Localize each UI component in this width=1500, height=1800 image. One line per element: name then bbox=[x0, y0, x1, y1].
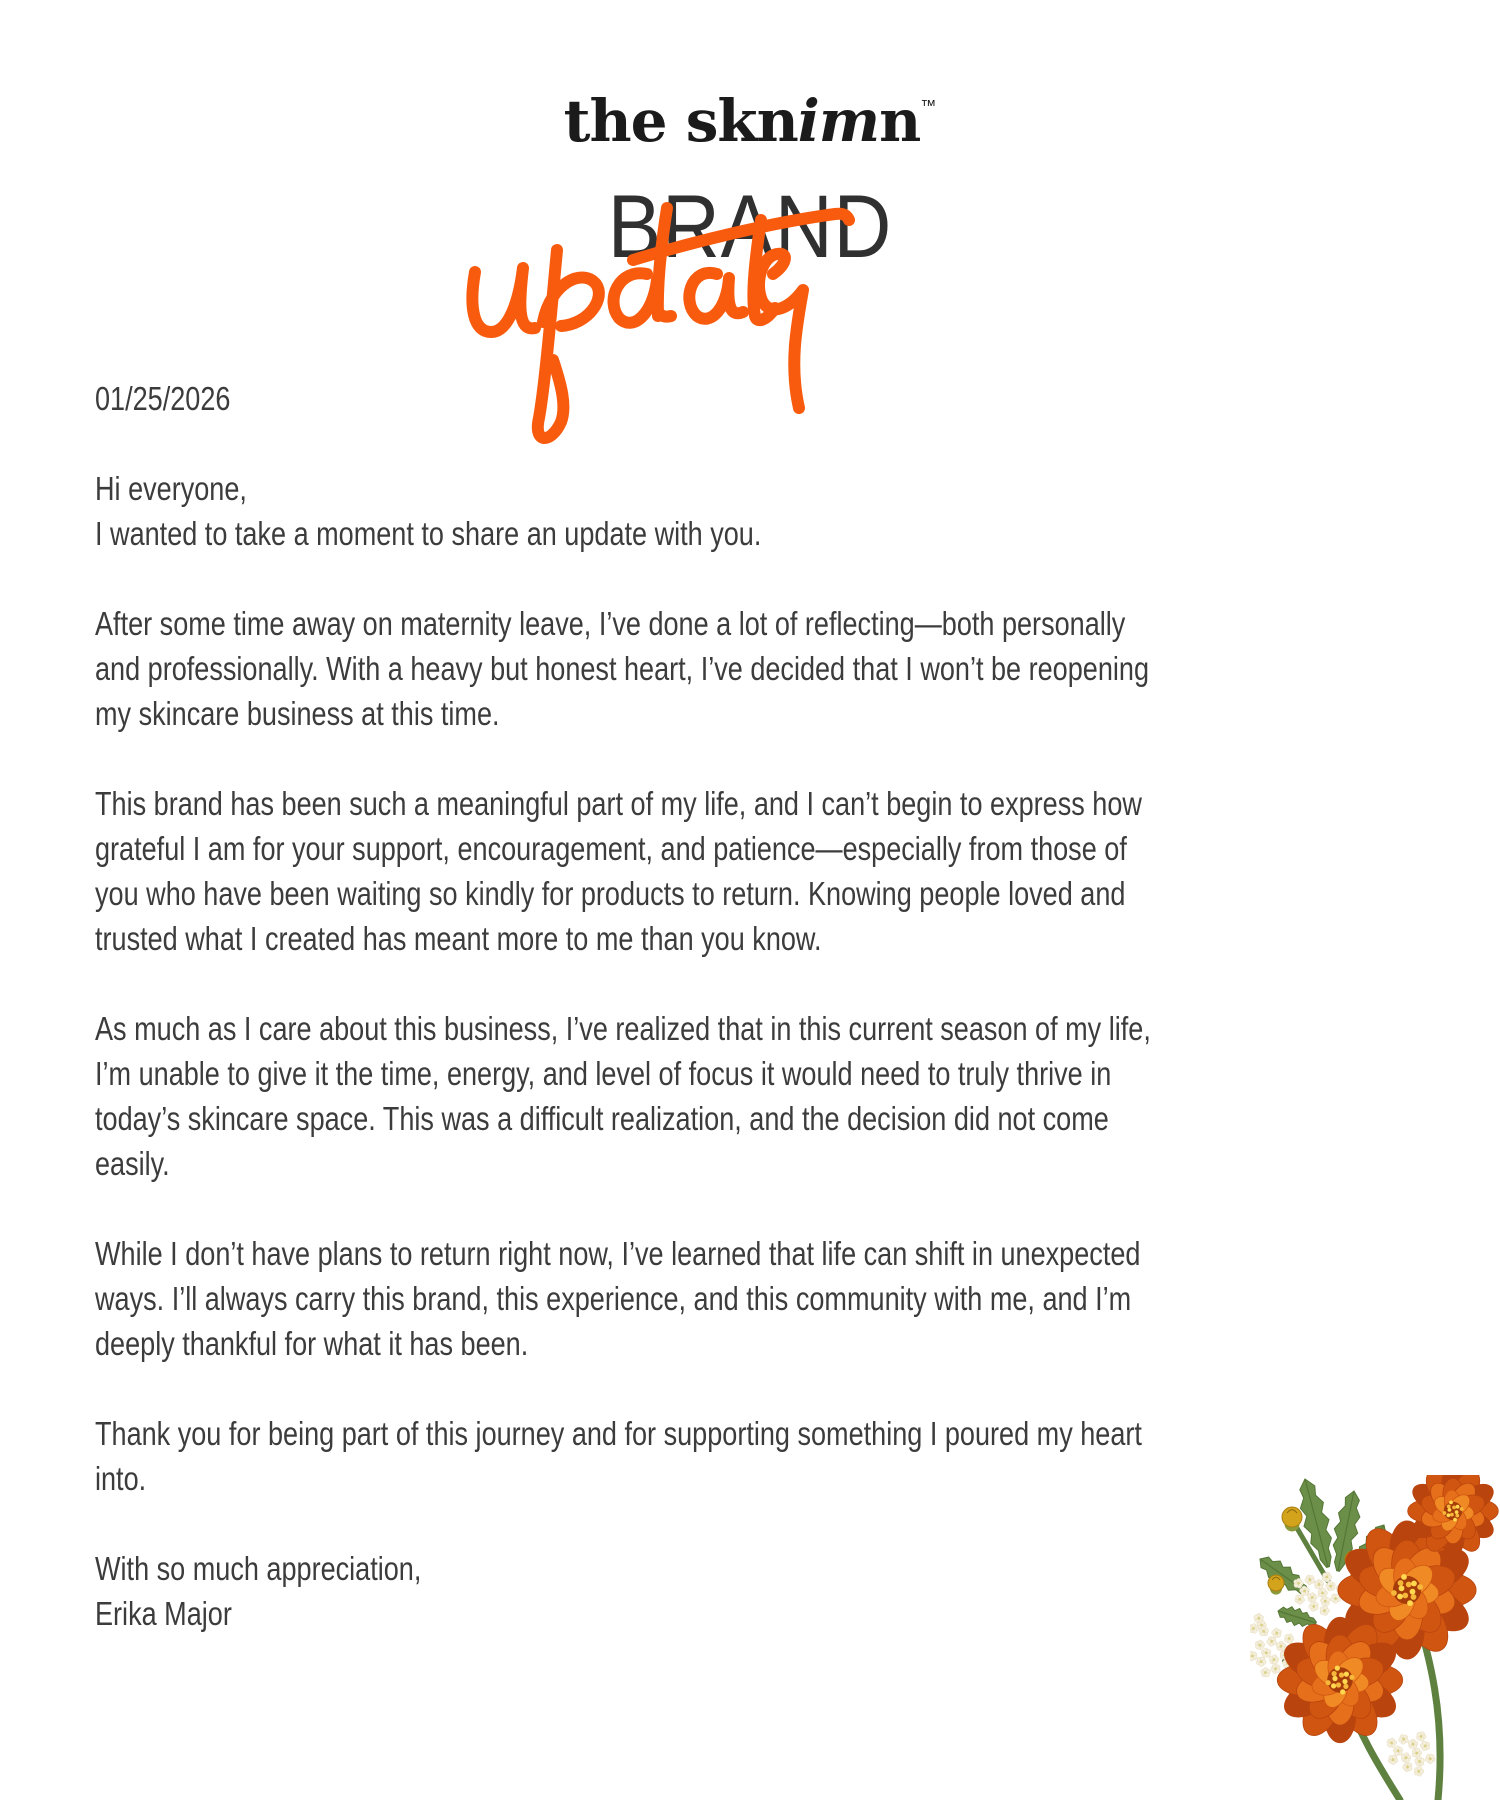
letter-line: While I don’t have plans to return right now, I’ve learned that life can shift in unexpected bbox=[95, 1235, 1141, 1272]
letter-paragraph bbox=[95, 781, 1243, 961]
letter-line: As much as I care about this business, I’ve realized that in this current season of my life, bbox=[95, 1010, 1151, 1047]
letter-paragraph bbox=[95, 1546, 1243, 1636]
logo-text-bold: the skn bbox=[563, 87, 798, 155]
letter-line: I wanted to take a moment to share an update with you. bbox=[95, 515, 762, 552]
letter-line: today’s skincare space. This was a difficult realization, and the decision did not come bbox=[95, 1100, 1109, 1137]
letter-paragraph bbox=[95, 1411, 1243, 1501]
brand-logo bbox=[0, 87, 1500, 155]
marigold-bouquet-illustration bbox=[1250, 1475, 1500, 1800]
letter-paragraph bbox=[95, 1006, 1243, 1186]
letter-line: With so much appreciation, bbox=[95, 1550, 422, 1587]
trademark-symbol: ™ bbox=[920, 98, 937, 115]
letter-line: Thank you for being part of this journey and for supporting something I poured my heart bbox=[95, 1415, 1142, 1452]
letter-line: easily. bbox=[95, 1145, 170, 1182]
logo-text-italic: im bbox=[797, 87, 880, 155]
letter-line: I’m unable to give it the time, energy, and level of focus it would need to truly thrive in bbox=[95, 1055, 1112, 1092]
letter-line: trusted what I created has meant more to me than you know. bbox=[95, 920, 822, 957]
letter-line: you who have been waiting so kindly for products to return. Knowing people loved and bbox=[95, 875, 1126, 912]
letter-date: 01/25/2026 bbox=[95, 380, 231, 417]
letter-line: Erika Major bbox=[95, 1595, 232, 1632]
logo-text-bold-suffix: n bbox=[879, 87, 921, 155]
letter-paragraphs bbox=[95, 466, 1243, 1636]
letter-line: Hi everyone, bbox=[95, 470, 247, 507]
letter-paragraph bbox=[95, 1231, 1243, 1366]
letter-body bbox=[95, 376, 1243, 1681]
letter-line: This brand has been such a meaningful part of my life, and I can’t begin to express how bbox=[95, 785, 1142, 822]
letter-line: After some time away on maternity leave, I’ve done a lot of reflecting—both personally bbox=[95, 605, 1126, 642]
letter-line: deeply thankful for what it has been. bbox=[95, 1325, 529, 1362]
letter-line: into. bbox=[95, 1460, 147, 1497]
letter-paragraph bbox=[95, 601, 1243, 736]
letter-line: ways. I’ll always carry this brand, this experience, and this community with me, and I’m bbox=[95, 1280, 1132, 1317]
headline-brand: BRAND bbox=[607, 176, 893, 276]
letter-line: grateful I am for your support, encouragement, and patience—especially from those of bbox=[95, 830, 1127, 867]
letter-line: and professionally. With a heavy but honest heart, I’ve decided that I won’t be reopening bbox=[95, 650, 1149, 687]
letter-paragraph bbox=[95, 466, 1243, 556]
letter-line: my skincare business at this time. bbox=[95, 695, 500, 732]
